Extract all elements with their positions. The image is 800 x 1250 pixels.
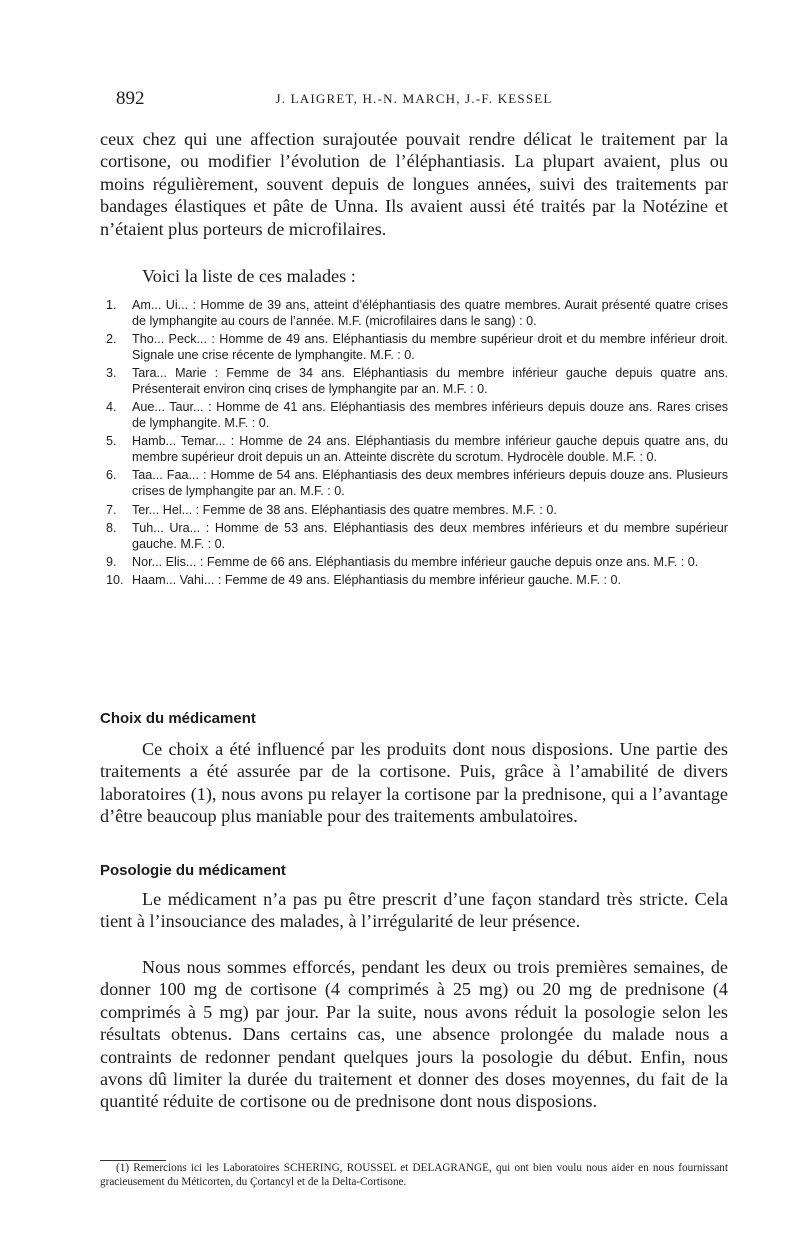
patient-item [100,503,728,519]
intro-paragraph: ceux chez qui une affection surajoutée pouvait rendre délicat le traitement par la cortisone, ou modifier l’évolution de l’éléphantiasis. La plupart avaient, plus ou moins régulièrement, souvent depuis de longues années, suivi des traitements par bandages élastiques et pâte de Unna. Ils avaient aussi été traités par la Notézine et n’étaient plus porteurs de microfilaires. [100,129,728,239]
patient-item [100,400,728,432]
patient-text: Nor... Elis... : Femme de 66 ans. Eléphantiasis du membre inférieur gauche depuis onze ans. M.F. : 0. [132,554,699,569]
patient-text: Tara... Marie : Femme de 34 ans. Eléphantiasis du membre inférieur gauche depuis quatre ans. Présenterait environ cinq crises de lymphangite par an. M.F. : 0. [132,366,728,396]
patient-item [100,468,728,500]
patient-item [100,573,728,589]
patient-number: 2. [106,332,117,347]
patient-item [100,298,728,330]
patient-number: 1. [106,298,117,312]
running-head-authors: J. LAIGRET, H.-N. MARCH, J.-F. KESSEL [275,91,553,106]
patient-item [100,366,728,398]
patient-number: 6. [106,468,117,483]
patient-item [100,555,728,571]
patient-text: Hamb... Temar... : Homme de 24 ans. Eléphantiasis du membre inférieur gauche depuis quatre ans, du membre supérieur droit depuis un an. Atteinte discrète du scrotum. Hydrocèle double. M.F. : 0. [132,434,728,465]
section-choix-paragraph: Ce choix a été influencé par les produits dont nous disposions. Une partie des traitements a été assurée par de la cortisone. Puis, grâce à l’amabilité de divers laboratoires (1), nous avons pu relayer la cortisone par la prednisone, qui a l’avantage d’être beaucoup plus maniable pour des traitements ambulatoires. [100,739,728,827]
patient-item [100,434,728,466]
patient-list-intro: Voici la liste de ces malades : [142,266,356,286]
footnote: (1) Remercions ici les Laboratoires SCHERING, ROUSSEL et DELAGRANGE, qui ont bien voulu nous aider en nous fournissant gracieusement du Méticorten, du Çortancyl et de la Delta-Cortisone. [100,1162,728,1188]
patient-text: Am... Ui... : Homme de 39 ans, atteint d’éléphantiasis des quatre membres. Aurait présenté quatre crises de lymphangite au cours de l’année. M.F. (microfilaires dans le sang) : 0. [132,298,728,328]
section-heading-choix: Choix du médicament [100,710,256,727]
patient-list [100,298,728,592]
section-posologie-paragraph-1: Le médicament n’a pas pu être prescrit d’une façon standard très stricte. Cela tient à l’insouciance des malades, à l’irrégularité de leur présence. [100,889,728,932]
patient-number: 4. [106,400,117,415]
footnote-divider [100,1160,166,1161]
patient-text: Ter... Hel... : Femme de 38 ans. Eléphantiasis des quatre membres. M.F. : 0. [132,502,557,517]
patient-text: Aue... Taur... : Homme de 41 ans. Eléphantiasis des membres inférieurs depuis douze ans. Rares crises de lymphangite. M.F. : 0. [132,400,728,431]
patient-item [100,521,728,553]
patient-text: Taa... Faa... : Homme de 54 ans. Eléphantiasis des deux membres inférieurs depuis douze ans. Plusieurs crises de lymphangite par an. M.F. : 0. [132,468,728,499]
patient-number: 8. [106,520,117,535]
section-posologie-paragraph-2: Nous nous sommes efforcés, pendant les deux ou trois premières semaines, de donner 100 mg de cortisone (4 comprimés à 25 mg) ou 20 mg de prednisone (4 comprimés à 5 mg) par jour. Par la suite, nous avons réduit la posologie selon les résultats obtenus. Dans certains cas, une absence prolongée du malade nous a contraints de redonner pendant quelques jours la posologie du début. Enfin, nous avons dû limiter la durée du traitement et donner des doses moyennes, du fait de la quantité réduite de cortisone ou de prednisone dont nous disposions. [100,957,728,1112]
patient-number: 5. [106,434,117,449]
patient-text: Haam... Vahi... : Femme de 49 ans. Eléphantiasis du membre inférieur gauche. M.F. : 0. [132,573,622,588]
patient-number: 7. [106,502,117,517]
patient-item [100,332,728,364]
page-number: 892 [116,88,145,109]
patient-text: Tho... Peck... : Homme de 49 ans. Eléphantiasis du membre supérieur droit et du membre inférieur droit. Signale une crise récente de lymphangite. M.F. : 0. [132,332,728,362]
patient-text: Tuh... Ura... : Homme de 53 ans. Eléphantiasis des deux membres inférieurs et du membre supérieur gauche. M.F. : 0. [132,520,728,551]
page-header [100,88,728,112]
patient-number: 3. [106,366,117,381]
patient-number: 9. [106,554,117,569]
patient-number: 10. [106,573,124,588]
section-heading-posologie: Posologie du médicament [100,862,286,879]
